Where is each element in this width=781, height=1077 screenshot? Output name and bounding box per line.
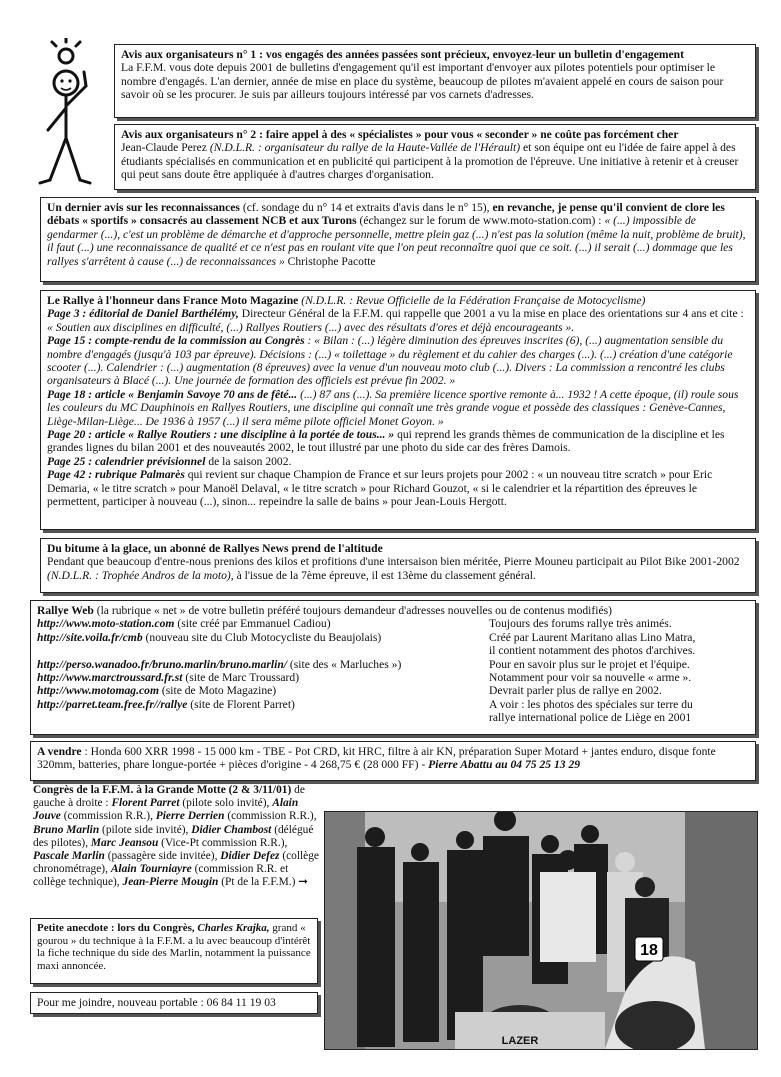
web-comment: rallye international police de Liège en 2001: [489, 711, 692, 725]
anecdote-box: [30, 918, 318, 984]
web-comment: il contient notamment des photos d'archives.: [489, 644, 696, 658]
anecdote-text: grand « gourou » du technique à la F.F.M. a lu avec beaucoup d'intérêt la fiche technique du side des Marlin, notamment la puissance maxi annoncée.: [37, 922, 311, 972]
web-title: Rallye Web: [37, 604, 94, 617]
mag-p18-label: Page 18 : article « Benjamin Savoye 70 ans de fêté...: [47, 387, 298, 401]
mag-p3-label: Page 3 : éditorial de Daniel Barthélémy,: [47, 307, 239, 321]
bike-number: 18: [640, 942, 658, 959]
congres-title: Congrès de la F.F.M. à la Grande Motte (2 & 3/11/01): [33, 784, 292, 796]
rallye-web-box: [30, 600, 756, 735]
person-role: (pilote side invité),: [102, 823, 189, 836]
mag-p42-label: Page 42 : rubrique Palmarès: [47, 468, 185, 482]
web-link-desc: (site de Marc Troussard): [185, 671, 300, 685]
web-link[interactable]: http://www.marctroussard.fr.st: [37, 671, 183, 685]
sale-label: A vendre: [37, 745, 82, 758]
mag-p25-text: de la saison 2002.: [208, 454, 292, 468]
mag-p18-text: (...) 87 ans (...). Sa première licence sportive remonte à... 1932 ! A cette époque, (il) roule sous les couleurs du MC Dauphinois en Rallyes Routiers, une discipline qui connaît une très grande vogue et possède des classiques : Genève-Cannes, Liège-Milan-Liège... De 1936 à 1957 (...) il sera même pilote officiel Monet Goyon. »: [47, 387, 739, 428]
web-link-desc: (site de Moto Magazine): [161, 684, 277, 698]
web-link[interactable]: http://perso.wanadoo.fr/bruno.marlin/bruno.marlin/: [37, 657, 287, 671]
idea-figure-icon: [26, 38, 116, 188]
person-name: Didier Defez: [220, 850, 280, 863]
anecdote-label: Petite anecdote: [37, 922, 109, 934]
web-link[interactable]: http://parret.team.free.fr//rallye: [37, 697, 188, 711]
person-name: Alain Jouve: [33, 797, 299, 823]
web-link[interactable]: http://www.motomag.com: [37, 684, 159, 698]
notice-2-body: et son équipe ont eu l'idée de faire appel à des étudiants spécialisés en communication et en publicité qui participent à la promotion de l'épreuve. Une initiative à retenir et à creuser qui peut sans doute être appliquée à d'autres charges d'organisation.: [121, 141, 739, 182]
person-name: Alain Tourniayre: [110, 863, 192, 876]
bitume-note: (N.D.L.R. : Trophée Andros de la moto),: [47, 568, 234, 582]
person-role: (Pt de la F.F.M.): [221, 876, 296, 889]
bitume-title: Du bitume à la glace, un abonné de Rallyes News prend de l'altitude: [47, 542, 383, 555]
person-name: Florent Parret: [111, 797, 180, 810]
reco-forum: (échangez sur le forum de www.moto-station.com) :: [359, 214, 602, 228]
person-role: (passagère side invitée),: [107, 850, 218, 863]
mag-p20-label: Page 20 : article « Rallye Routiers : une discipline à la portée de tous... »: [47, 428, 395, 442]
anecdote-name: Charles Krajka,: [197, 922, 270, 934]
sale-text: : Honda 600 XRR 1998 - 15 000 km - TBE - Pot CRD, kit HRC, filtre à air KN, préparation Super Motard + jantes enduro, disque fonte 320mm, batteries, phare longue-portée + pièces d'origine - 4 268,75 € (28 000 FF) -: [37, 745, 716, 772]
notice-1-body: La F.F.M. vous dote depuis 2001 de bulletins d'engagement qu'il est important d'envoyer aux pilotes potentiels pour optimiser le nombre d'engagés. L'an dernier, année de mise en place du système, beaucoup de pilotes m'avaient appelé en cours de saison pour savoir où se les procurer. Je suis par ailleurs toujours intéressé par vos carnets d'adresses.: [121, 61, 724, 102]
person-name: Jean-Pierre Mougin: [122, 876, 219, 889]
mag-title: Le Rallye à l'honneur dans France Moto Magazine: [47, 294, 299, 307]
for-sale-box: [30, 741, 756, 781]
web-intro: (la rubrique « net » de votre bulletin préféré toujours demandeur d'adresses nouvelles ou de contenus modifiés): [96, 604, 612, 617]
reco-bold: en revanche, je pense qu'il convient de clore les débats « sportifs » consacrés au classement NCB et aux Turons: [47, 201, 725, 228]
reco-author: Christophe Pacotte: [287, 254, 376, 268]
person-role: (Vice-Pt commission R.R.),: [161, 836, 288, 849]
bitume-body: Pendant que beaucoup d'entre-nous prenions des kilos et profitions d'une intersaison bien méritée, Pierre Mouneu participait au Pilot Bike 2001-2002: [47, 555, 740, 569]
person-role: (délégué des pilotes),: [33, 823, 314, 849]
mag-p15-label: Page 15 : compte-rendu de la commission au Congrès: [47, 334, 305, 348]
notice-2-note: (N.D.L.R. : organisateur du rallye de la Haute-Vallée de l'Hérault): [209, 141, 521, 155]
bike-brand: LAZER: [501, 1035, 539, 1047]
mag-p3-quote: « Soutien aux disciplines en difficulté, (...) Rallyes Routiers (...) avec des résultats d'ores et déjà encourageants ».: [47, 320, 575, 334]
anecdote-intro: : lors du Congrès,: [110, 922, 195, 934]
sale-contact: Pierre Abattu au 04 75 25 13 29: [428, 758, 581, 772]
web-link[interactable]: http://site.voila.fr/cmb: [37, 630, 143, 644]
person-role: (collège chronométrage),: [33, 850, 319, 876]
congres-intro: de gauche à droite :: [33, 784, 305, 810]
person-name: Marc Jeansou: [90, 836, 159, 849]
web-comment: Pour en savoir plus sur le projet et l'équipe.: [489, 657, 690, 671]
reco-title: Un dernier avis sur les reconnaissances: [47, 201, 240, 214]
magazine-box: [40, 290, 756, 530]
arrow-right-icon: ➞: [298, 876, 308, 889]
person-role: (commission R.R.),: [63, 810, 153, 823]
reco-quote: « (...) impossible de gendarmer (...), c'est un problème de démarche et d'approche personnelle, mettre plein gaz (...) n'est pas la solution (même la nuit, problème de bruit), il faut (...) une reconnaissance de qualité et ce n'est pas en roulant vite que l'on peut reconnaître quoi que ce soit. (...) il serait (...) dommage que les rallyes s'arrêtent à cause (...) de reconnaissances »: [47, 214, 746, 268]
person-role: (commission R.R.),: [227, 810, 317, 823]
web-link-desc: (site des « Marluches »): [289, 657, 402, 671]
web-comment: Devrait parler plus de rallye en 2002.: [489, 684, 662, 698]
person-name: Didier Chambost: [191, 823, 272, 836]
mag-p3-text: Directeur Général de la F.F.M. qui rappelle que 2001 a vu la mise en place des orientations sur 4 ans et cite :: [241, 307, 744, 321]
person-role: (commission R.R. et collège technique),: [33, 863, 289, 889]
notice-2-title: Avis aux organisateurs n° 2 : faire appel à des « spécialistes » pour vous « seconder » ne coûte pas forcément cher: [121, 128, 679, 141]
contact-text: Pour me joindre, nouveau portable : 06 84 11 19 03: [37, 996, 276, 1009]
mag-p42-text: qui revient sur chaque Champion de France et sur leurs projets pour 2002 : « un nouveau titre scratch » pour Eric Demaria, « le titre scratch » pour Manoël Delaval, « le titre scratch » pour Richard Gouzot, « si le calendrier et la répartition des épreuves le permettent, participer à nouveau (...), sinon... repeindre la salle de bains » pour Jean-Louis Hergott.: [47, 468, 713, 509]
person-name: Pascale Marlin: [33, 850, 105, 863]
bitume-end: à l'issue de la 7ème épreuve, il est 13ème du classement général.: [236, 568, 536, 582]
person-name: Pierre Derrien: [155, 810, 225, 823]
web-comment: Notamment pour voir sa nouvelle « arme ».: [489, 671, 692, 685]
web-link-desc: (site de Florent Parret): [190, 697, 295, 711]
person-role: (pilote solo invité),: [182, 797, 270, 810]
web-link-desc: (nouveau site du Club Motocycliste du Beaujolais): [145, 630, 382, 644]
bitume-box: [40, 538, 756, 593]
web-comment: A voir : les photos des spéciales sur terre du: [489, 697, 693, 711]
person-name: Bruno Marlin: [33, 823, 100, 836]
congres-caption: [33, 784, 323, 890]
mag-title-note: (N.D.L.R. : Revue Officielle de la Fédération Française de Motocyclisme): [301, 294, 646, 307]
mag-p20-text: qui reprend les grands thèmes de communication de la discipline et les grandes lignes du bilan 2001 et des nouveautés 2002, le tout illustré par une photo du side car des frères Damois.: [47, 428, 725, 455]
web-link[interactable]: http://www.moto-station.com: [37, 617, 175, 631]
mag-p15-text: : « Bilan : (...) légère diminution des épreuves inscrites (6), (...) augmentation sensible du nombre d'engagés (jusqu'à 103 par épreuve). Décisions : (...) « toilettage » du règlement et du cahier des charges (...). (...) création d'une catégorie scooter (...). Calendrier : (...) augmentation (8 épreuves) avec la venue d'un nouveau moto club (...). Divers : La commission a rencontré les clubs organisateurs à Blacé (...). Une journée de formation des officiels est prévue fin 2002. »: [47, 334, 733, 388]
web-link-desc: (site créé par Emmanuel Cadiou): [177, 617, 331, 631]
congress-group-photo: [324, 811, 758, 1050]
web-comment: Toujours des forums rallye très animés.: [489, 617, 672, 631]
mag-p25-label: Page 25 : calendrier prévisionnel: [47, 454, 206, 468]
contact-box: [30, 992, 318, 1014]
notice-1-title: Avis aux organisateurs n° 1 : vos engagés des années passées sont précieux, envoyez-leur un bulletin d'engagement: [121, 48, 684, 61]
notice-2-name: Jean-Claude Perez: [121, 141, 207, 155]
web-comment: Créé par Laurent Maritano alias Lino Matra,: [489, 630, 696, 644]
web-comments: [489, 617, 695, 724]
reco-intro: (cf. sondage du n° 14 et extraits d'avis dans le n° 15),: [242, 201, 490, 214]
reconnaissance-box: [40, 197, 756, 282]
web-links: [37, 617, 489, 724]
notice-box-2: [114, 124, 756, 190]
notice-box-1: [114, 44, 756, 118]
